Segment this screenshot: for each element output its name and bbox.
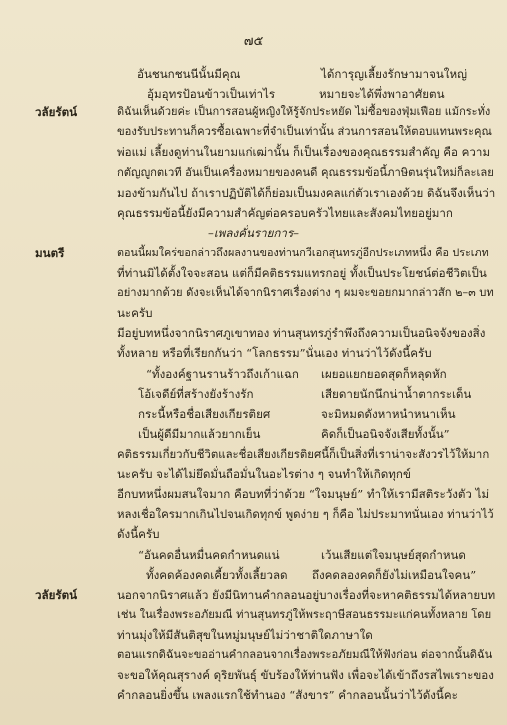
- speaker-walairat-2: วลัยรัตน์: [35, 588, 78, 602]
- poem-top-1a: อันชนกชนนีนั้นมีคุณ: [137, 67, 241, 81]
- para3-line: หลงเชื่อใครมากเกินไปจนเกิดทุกข์ พูดง่าย ๆ ก็คือ ไม่ประมาทนั่นเอง ท่านว่าไว้: [117, 507, 494, 521]
- para3-line: นะครับ จะได้ไม่ยึดมั่นถือมั่นในอะไรต่าง ๆ จนทำให้เกิดทุกข์: [117, 467, 411, 481]
- para2-line: อย่างมากด้วย ดังจะเห็นได้จากนิราศเรื่องต่าง ๆ ผมจะขอยกมากล่าวสัก ๒–๓ บท: [117, 286, 494, 299]
- poem-mid-3b: จะมิหมดดังหาหนำหนาเห็น: [321, 407, 456, 421]
- para3-line: อีกบทหนึ่งผมสนใจมาก คือบทที่ว่าด้วย “ใจมนุษย์” ทำให้เรามีสติระวังตัว ไม่: [117, 487, 490, 501]
- poem-mid-1a: “ทั้งองค์ฐานรานร้าวถึงเก้าแฉก: [146, 367, 299, 381]
- para2-line: ตอนนี้ผมใคร่ขอกล่าวถึงผลงานของท่านกวีเอกสุนทรภู่อีกประเภทหนึ่ง คือ ประเภท: [117, 246, 489, 259]
- para4-line: นอกจากนิราศแล้ว ยังมีนิทานคำกลอนอยู่บางเรื่องที่จะหาคติธรรมได้หลายบท: [117, 588, 496, 602]
- para1-line: คุณธรรมข้อนี้ยังมีความสำคัญต่อครอบครัวไทยและสังคมไทยอยู่มาก: [117, 206, 453, 220]
- poem-mid-4a: เป็นผู้ดีมีมากแล้วยากเย็น: [138, 427, 261, 441]
- poem-top-2a: อุ้มอุทรป้อนข้าวเป็นเท่าไร: [147, 87, 276, 101]
- poem-mid-2a: โอ้เจดีย์ที่สร้างยังร้างรัก: [138, 387, 254, 401]
- para4-line: ตอนแรกดิฉันจะขออ่านคำกลอนจากเรื่องพระอภัยมณีให้ฟังก่อน ต่อจากนั้นดิฉัน: [117, 648, 493, 661]
- para1-line: กตัญญูกตเวที อันเป็นเครื่องหมายของคนดี คุณธรรมข้อนี้ภาษิตนรุ่นใหม่ก็ละเลย: [117, 166, 494, 179]
- para3-line: ดังนี้ครับ: [117, 527, 160, 541]
- para2-line: ที่ท่านมิได้ตั้งใจจะสอน แต่ก็มีคติธรรมแทรกอยู่ ทั้งเป็นประโยชน์ต่อชีวิตเป็น: [117, 266, 487, 280]
- poem-low-2b: ถึงคดลองคดก็ยังไม่เหมือนใจคน”: [312, 568, 477, 582]
- poem-mid-2b: เสียดายนักนึกน่าน้ำตากระเด็น: [321, 387, 472, 401]
- poem-low-2a: ทั้งคดค้องคดเคี้ยวทั้งเลี้ยวลด: [146, 568, 288, 582]
- poem-low-1a: “อันคดอื่นหมื่นคดกำหนดแน่: [138, 548, 280, 562]
- speaker-montri: มนตรี: [35, 246, 65, 260]
- para3-line: คติธรรมเกี่ยวกับชีวิตและชื่อเสียงเกียรติยศนี้ก็เป็นสิ่งที่เราน่าจะสังวรไว้ให้มาก: [117, 447, 490, 461]
- para4-line: คำกลอนยิ่งขึ้น เพลงแรกใช้ทำนอง “สังขาร” คำกลอนนั้นว่าไว้ดังนี้คะ: [117, 688, 458, 702]
- poem-mid-1b: เผยอแยกยอดสุดก็หลุดหัก: [321, 367, 447, 381]
- poem-top-1b: ได้การุญเลี้ยงรักษามาจนใหญ่: [321, 67, 467, 81]
- poem-top-2b: หมายจะได้พึ่งพาอาศัยตน: [319, 87, 445, 101]
- speaker-walairat-1: วลัยรัตน์: [35, 105, 78, 119]
- page-number: ๗๕: [243, 34, 264, 49]
- poem-mid-4b: คิดก็เป็นอนิจจังเสียทั้งนั้น”: [321, 427, 450, 441]
- para4-line: ท่านมุ่งให้มีสันติสุขในหมู่มนุษย์ไม่ว่าชาติใดภาษาใด: [117, 628, 373, 642]
- para2-line: มีอยู่บทหนึ่งจากนิราศภูเขาทอง ท่านสุนทรภู่รำพึงถึงความเป็นอนิจจังของสิ่ง: [117, 326, 486, 340]
- para1-line: มองข้ามกันไป ถ้าเราปฏิบัติได้ก็ย่อมเป็นมงคลแก่ตัวเราเองด้วย ดิฉันจึงเห็นว่า: [117, 186, 496, 200]
- para4-line: จะขอให้คุณสุรางค์ ดุริยพันธุ์ ขับร้องให้ท่านฟัง เพื่อจะได้เข้าถึงรสไพเราะของ: [117, 668, 494, 682]
- para1-line: พ่อแม่ เลี้ยงดูท่านในยามแก่เฒ่านั้น ก็เป็นเรื่องของคุณธรรมสำคัญ คือ ความ: [117, 145, 491, 159]
- music-cue: –เพลงคั่นรายการ–: [208, 226, 299, 240]
- para1-line: ของรับประทานก็ควรซื้อเฉพาะที่จำเป็นเท่านั้น ส่วนการสอนให้ตอบแทนพระคุณ: [117, 125, 492, 138]
- para4-line: เช่น ในเรื่องพระอภัยมณี ท่านสุนทรภู่ให้พระฤาษีสอนธรรมะแก่คนทั้งหลาย โดย: [117, 608, 492, 621]
- para2-line: นะครับ: [117, 306, 153, 320]
- para2-line: ทั้งหลาย หรือที่เรียกกันว่า “โลกธรรม”นั่นเอง ท่านว่าไว้ดังนี้ครับ: [117, 346, 432, 360]
- poem-mid-3a: กระนี้หรือชื่อเสียงเกียรติยศ: [138, 407, 271, 421]
- poem-low-1b: เว้นเสียแต่ใจมนุษย์สุดกำหนด: [321, 548, 466, 562]
- para1-line: ดิฉันเห็นด้วยค่ะ เป็นการสอนผู้หญิงให้รู้จักประหยัด ไม่ซื้อของฟุ่มเฟือย แม้กระทั่ง: [117, 105, 491, 118]
